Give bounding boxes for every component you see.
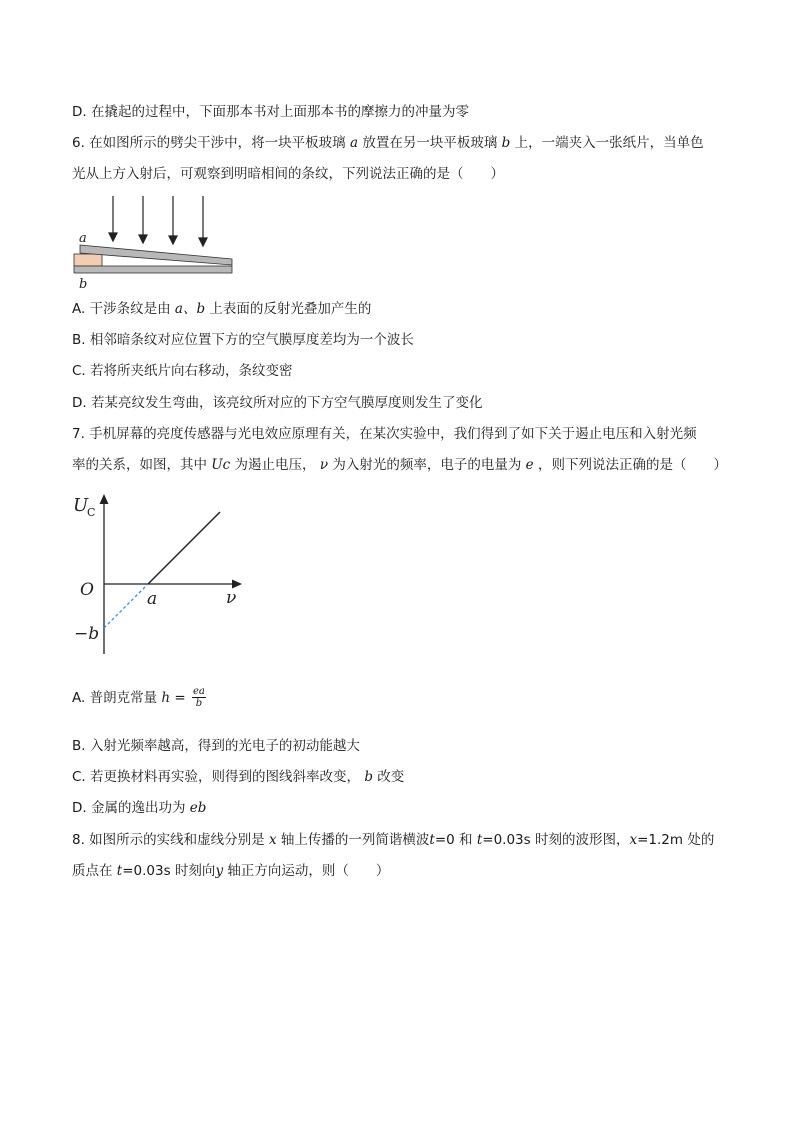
light-ray-4-arrowhead xyxy=(199,238,207,246)
q7-stem-line2 xyxy=(72,455,727,475)
q5-option-d xyxy=(72,102,469,122)
q8-stem-var-t2: t xyxy=(476,832,483,848)
q6-option-a xyxy=(72,299,371,319)
q8-stem-line2-text-a: 质点在 xyxy=(72,863,113,879)
q7-stem-var-uc: Uc xyxy=(211,457,231,473)
x-axis-label: ν xyxy=(226,588,237,608)
q7-stem-line1 xyxy=(72,424,697,444)
q7-stem-line1-text: 7. 手机屏幕的亮度传感器与光电效应原理有关，在某次实验中，我们得到了如下关于遏止电压和入射光频 xyxy=(72,426,697,442)
origin-label: O xyxy=(80,580,94,600)
q6-option-d-text: D. 若某亮纹发生弯曲，该亮纹所对应的下方空气膜厚度则发生了变化 xyxy=(72,395,483,411)
light-ray-1-arrowhead xyxy=(109,233,117,241)
q7-stem-text-b: 为遏止电压， xyxy=(234,457,316,473)
q8-stem-line2-text-b: =0.03s 时刻向 xyxy=(122,863,216,879)
q6-wedge-figure xyxy=(70,192,240,292)
y-axis-arrowhead xyxy=(100,494,109,504)
q7-option-d xyxy=(72,798,206,818)
q8-stem-var-t3: t xyxy=(116,863,123,879)
q6-option-c xyxy=(72,361,293,381)
q6-stem-line2-text: 光从上方入射后，可观察到明暗相间的条纹，下列说法正确的是（ ） xyxy=(72,166,504,182)
y-intercept-label: −b xyxy=(74,624,100,644)
q6-option-d xyxy=(72,393,482,413)
q5-option-d-text: D. 在撬起的过程中，下面那本书对上面那本书的摩擦力的冲量为零 xyxy=(72,104,469,120)
q7-option-a-h: h xyxy=(161,690,171,706)
q8-stem-text-e: =1.2m 处的 xyxy=(637,832,715,848)
q8-stem-text-d: =0.03s 时刻的波形图， xyxy=(482,832,630,848)
q8-stem-text-c: =0 和 xyxy=(434,832,473,848)
fraction-denominator: b xyxy=(195,698,203,709)
q8-stem-text-a: 8. 如图所示的实线和虚线分别是 xyxy=(72,832,265,848)
graph-dashed-extension xyxy=(104,584,148,628)
q7-option-b-text: B. 入射光频率越高，得到的光电子的初动能越大 xyxy=(72,738,360,754)
q8-stem-line2 xyxy=(72,861,389,881)
label-plate-b: b xyxy=(79,277,88,292)
q6-option-a-text-1: A. 干涉条纹是由 xyxy=(72,301,171,317)
q8-stem-var-x2: x xyxy=(629,832,638,848)
q7-option-a-equals: = xyxy=(170,690,190,706)
q8-stem-var-y: y xyxy=(215,863,224,879)
paper-shim xyxy=(74,254,102,266)
y-axis-label-subscript: C xyxy=(87,506,96,519)
fraction-numerator: ea xyxy=(193,686,205,697)
q7-option-d-var: eb xyxy=(189,800,207,816)
q7-option-b xyxy=(72,736,360,756)
q7-option-c-text-1: C. 若更换材料再实验，则得到的图线斜率改变， xyxy=(72,769,361,785)
glass-plate-b xyxy=(74,266,232,273)
q6-stem-line1 xyxy=(72,133,704,153)
q7-option-a-fraction xyxy=(192,686,206,710)
q7-stem-var-e: e xyxy=(525,457,534,473)
q6-stem-text-b: 放置在另一块平板玻璃 xyxy=(362,135,498,151)
graph-solid-line xyxy=(148,512,220,584)
q6-stem-var-a: a xyxy=(349,135,359,151)
q6-option-c-text: C. 若将所夹纸片向右移动，条纹变密 xyxy=(72,363,293,379)
glass-plate-a xyxy=(80,245,232,265)
q7-option-c-var: b xyxy=(364,769,373,785)
q8-stem-line2-text-c: 轴正方向运动，则（ ） xyxy=(227,863,390,879)
q6-stem-text-c: 上，一端夹入一张纸片，当单色 xyxy=(514,135,704,151)
q6-option-a-var: a、b xyxy=(174,301,206,317)
label-plate-a: a xyxy=(79,231,87,246)
q7-stem-var-nu: ν xyxy=(319,457,329,473)
q7-option-a-text: A. 普朗克常量 xyxy=(72,690,158,706)
q7-graph xyxy=(70,488,250,658)
q6-option-a-text-2: 上表面的反射光叠加产生的 xyxy=(209,301,372,317)
q7-option-d-text: D. 金属的逸出功为 xyxy=(72,800,186,816)
q7-option-a xyxy=(72,680,206,716)
q7-stem-text-c: 为入射光的频率，电子的电量为 xyxy=(332,457,522,473)
light-ray-2-arrowhead xyxy=(139,235,147,243)
q6-option-b-text: B. 相邻暗条纹对应位置下方的空气膜厚度差均为一个波长 xyxy=(72,332,414,348)
x-intercept-label: a xyxy=(147,589,158,609)
q8-stem-var-x: x xyxy=(268,832,277,848)
q8-stem-line1 xyxy=(72,830,714,850)
q6-stem-text-a: 6. 在如图所示的劈尖干涉中，将一块平板玻璃 xyxy=(72,135,346,151)
q7-stem-text-a: 率的关系，如图，其中 xyxy=(72,457,207,473)
light-ray-3-arrowhead xyxy=(169,236,177,244)
q8-stem-var-t1: t xyxy=(429,832,435,848)
y-axis-label: U xyxy=(73,495,89,516)
q7-option-c-text-2: 改变 xyxy=(377,769,405,785)
q8-stem-text-b: 轴上传播的一列简谐横波 xyxy=(280,832,430,848)
q6-stem-line2 xyxy=(72,164,504,184)
q6-option-b xyxy=(72,330,414,350)
q7-option-c xyxy=(72,767,404,787)
q7-stem-text-d: ，则下列说法正确的是（ ） xyxy=(537,457,727,473)
q6-stem-var-b: b xyxy=(501,135,511,151)
